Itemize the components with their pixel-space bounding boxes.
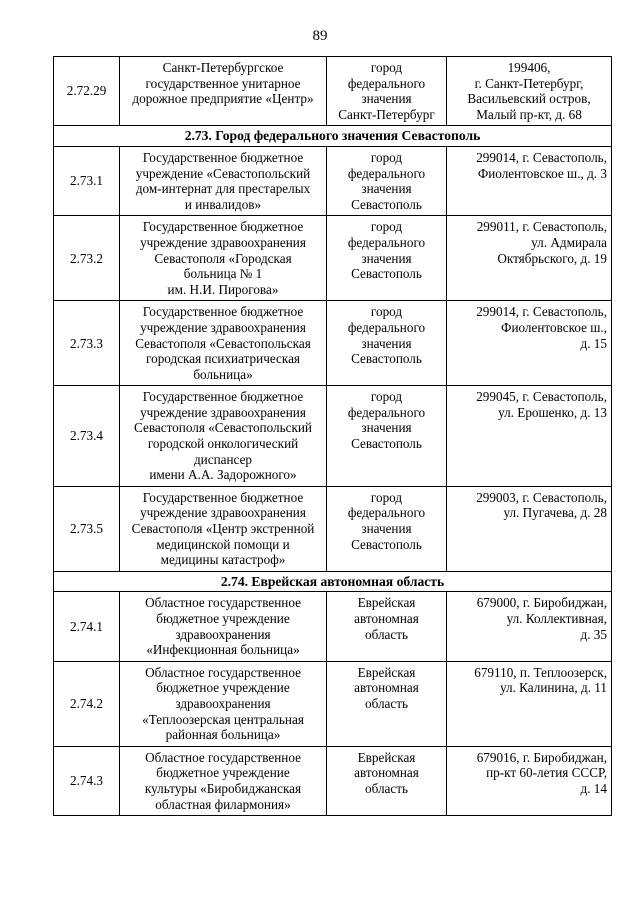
organization-name-line: бюджетное учреждение: [156, 765, 290, 781]
table-row: [54, 57, 612, 126]
organization-name-line: «Инфекционная больница»: [146, 642, 300, 658]
address-line: д. 15: [580, 335, 607, 351]
address-line: ул. Калинина, д. 11: [499, 680, 607, 696]
region-name-line: Севастополь: [351, 351, 422, 367]
organization-name-line: городской онкологический: [147, 436, 299, 452]
region-name-line: федерального: [347, 75, 426, 91]
organization-name-line: больница»: [193, 366, 253, 382]
organization-name-line: дорожное предприятие «Центр»: [132, 91, 314, 107]
region-name-cell: [327, 301, 447, 386]
address-cell: [447, 301, 612, 386]
organization-name-line: «Теплоозерская центральная: [142, 711, 304, 727]
region-name-cell: [327, 386, 447, 487]
region-name-cell: [327, 486, 447, 571]
address-cell: [447, 592, 612, 661]
organization-name-line: Областное государственное: [145, 664, 301, 680]
region-name-line: город: [370, 219, 403, 235]
address-line: 679110, п. Теплоозерск,: [474, 664, 607, 680]
region-name-line: область: [364, 780, 409, 796]
address-line: 199406,: [507, 60, 551, 75]
region-name-line: федерального: [347, 505, 426, 521]
region-name-line: область: [364, 626, 409, 642]
address-line: ул. Коллективная,: [506, 611, 607, 626]
organization-name-line: Севастополя «Центр экстренной: [131, 521, 315, 537]
organization-name-cell: [120, 661, 327, 746]
region-name-line: значения: [361, 250, 412, 266]
organization-name-line: бюджетное учреждение: [156, 680, 290, 696]
region-name-cell: [327, 146, 447, 215]
region-name-line: значения: [361, 335, 412, 351]
organization-name-line: Государственное бюджетное: [142, 389, 304, 405]
address-cell: [447, 216, 612, 301]
region-name-line: город: [370, 60, 403, 75]
entry-number: 2.74.3: [54, 746, 120, 815]
address-cell: [447, 57, 612, 126]
organization-name-cell: [120, 57, 327, 126]
address-line: Фиолентовское ш.,: [501, 319, 607, 335]
region-name-cell: [327, 592, 447, 661]
address-line: 299014, г. Севастополь,: [476, 304, 607, 320]
entry-number: 2.74.2: [54, 661, 120, 746]
address-line: 299014, г. Севастополь,: [476, 149, 607, 165]
address-line: 299045, г. Севастополь,: [476, 389, 607, 405]
region-name-line: автономная: [354, 680, 419, 696]
address-line: 679000, г. Биробиджан,: [476, 595, 607, 611]
region-name-line: Еврейская: [357, 595, 416, 611]
table-row: [54, 386, 612, 487]
region-name-line: город: [370, 389, 403, 405]
table-row: [54, 216, 612, 301]
section-title: 2.73. Город федерального значения Севастополь: [54, 126, 612, 147]
organization-name-line: здравоохранения: [175, 695, 271, 711]
organization-name-cell: [120, 486, 327, 571]
organization-name-cell: [120, 301, 327, 386]
table-row: [54, 661, 612, 746]
region-name-cell: [327, 57, 447, 126]
table-row: [54, 592, 612, 661]
region-name-line: область: [364, 695, 409, 711]
region-name-line: федерального: [347, 234, 426, 250]
organization-name-line: и инвалидов»: [184, 196, 262, 212]
region-name-line: Еврейская: [357, 664, 416, 680]
address-line: ул. Ерошенко, д. 13: [498, 404, 607, 420]
organization-name-line: областная филармония»: [155, 796, 291, 812]
region-name-line: автономная: [354, 611, 419, 626]
organization-name-cell: [120, 146, 327, 215]
region-name-line: Санкт-Петербург: [338, 106, 435, 122]
organization-name-line: здравоохранения: [175, 626, 271, 642]
organization-name-cell: [120, 746, 327, 815]
registry-table: [53, 56, 612, 816]
address-line: Октябрьского, д. 19: [497, 250, 607, 266]
organization-name-line: диспансер: [193, 451, 253, 467]
organization-name-line: медицинской помощи и: [156, 536, 290, 552]
address-cell: [447, 386, 612, 487]
organization-name-line: культуры «Биробиджанская: [144, 780, 302, 796]
section-title: 2.74. Еврейская автономная область: [54, 571, 612, 592]
region-name-line: значения: [361, 420, 412, 436]
region-name-line: автономная: [354, 765, 419, 781]
region-name-cell: [327, 216, 447, 301]
address-line: 299011, г. Севастополь,: [476, 219, 607, 235]
entry-number: 2.73.4: [54, 386, 120, 487]
region-name-line: город: [370, 304, 403, 320]
address-line: пр-кт 60-летия СССР,: [486, 765, 607, 781]
organization-name-line: городская психиатрическая: [146, 351, 300, 367]
organization-name-cell: [120, 386, 327, 487]
region-name-line: значения: [361, 181, 412, 197]
table-row: [54, 486, 612, 571]
region-name-line: значения: [361, 521, 412, 537]
section-header-row: [54, 571, 612, 592]
table-row: [54, 301, 612, 386]
entry-number: 2.72.29: [54, 57, 120, 126]
region-name-line: значения: [361, 91, 412, 107]
organization-name-line: учреждение здравоохранения: [140, 505, 306, 521]
organization-name-cell: [120, 592, 327, 661]
organization-name-line: учреждение здравоохранения: [140, 234, 306, 250]
entry-number: 2.73.2: [54, 216, 120, 301]
organization-name-line: Севастополя «Севастопольская: [135, 335, 311, 351]
organization-name-line: им. Н.И. Пирогова»: [167, 281, 279, 297]
organization-name-line: Государственное бюджетное: [142, 149, 304, 165]
entry-number: 2.73.1: [54, 146, 120, 215]
organization-name-line: районная больница»: [165, 727, 281, 743]
organization-name-line: имени А.А. Задорожного»: [149, 467, 297, 483]
address-line: г. Санкт-Петербург,: [474, 75, 584, 91]
page-number: 89: [312, 28, 328, 44]
address-cell: [447, 661, 612, 746]
address-cell: [447, 486, 612, 571]
organization-name-line: Областное государственное: [145, 595, 301, 611]
region-name-line: Севастополь: [351, 536, 422, 552]
address-line: Фиолентовское ш., д. 3: [477, 165, 607, 181]
address-line: д. 35: [580, 626, 607, 642]
organization-name-line: Севастополя «Городская: [154, 250, 292, 266]
organization-name-line: больница № 1: [183, 266, 263, 282]
address-line: ул. Адмирала: [531, 234, 607, 250]
region-name-line: Севастополь: [351, 196, 422, 212]
organization-name-line: Севастополя «Севастопольский: [134, 420, 312, 436]
region-name-line: Севастополь: [351, 266, 422, 282]
region-name-line: федерального: [347, 404, 426, 420]
organization-name-line: учреждение здравоохранения: [140, 319, 306, 335]
address-line: д. 14: [580, 780, 607, 796]
table-row: [54, 746, 612, 815]
organization-name-line: бюджетное учреждение: [156, 611, 290, 626]
region-name-line: федерального: [347, 319, 426, 335]
organization-name-line: Государственное бюджетное: [142, 304, 304, 320]
organization-name-line: Государственное бюджетное: [142, 219, 304, 235]
region-name-line: город: [370, 489, 403, 505]
organization-name-line: медицины катастроф»: [160, 552, 286, 568]
address-line: 679016, г. Биробиджан,: [476, 749, 607, 765]
table-row: [54, 146, 612, 215]
organization-name-line: Государственное бюджетное: [142, 489, 304, 505]
registry-body: [54, 57, 612, 816]
address-line: Малый пр-кт, д. 68: [476, 106, 582, 122]
address-cell: [447, 146, 612, 215]
address-line: ул. Пугачева, д. 28: [503, 505, 607, 521]
organization-name-cell: [120, 216, 327, 301]
address-line: Васильевский остров,: [467, 91, 591, 107]
region-name-cell: [327, 661, 447, 746]
region-name-line: город: [370, 149, 403, 165]
address-cell: [447, 746, 612, 815]
organization-name-line: дом-интернат для престарелых: [135, 181, 311, 197]
entry-number: 2.73.3: [54, 301, 120, 386]
entry-number: 2.74.1: [54, 592, 120, 661]
organization-name-line: Областное государственное: [145, 749, 301, 765]
organization-name-line: государственное унитарное: [145, 75, 301, 91]
organization-name-line: Санкт-Петербургское: [162, 60, 284, 75]
address-line: 299003, г. Севастополь,: [476, 489, 607, 505]
region-name-line: федерального: [347, 165, 426, 181]
region-name-cell: [327, 746, 447, 815]
region-name-line: Еврейская: [357, 749, 416, 765]
entry-number: 2.73.5: [54, 486, 120, 571]
region-name-line: Севастополь: [351, 436, 422, 452]
section-header-row: [54, 126, 612, 147]
organization-name-line: учреждение здравоохранения: [140, 404, 306, 420]
organization-name-line: учреждение «Севастопольский: [135, 165, 311, 181]
